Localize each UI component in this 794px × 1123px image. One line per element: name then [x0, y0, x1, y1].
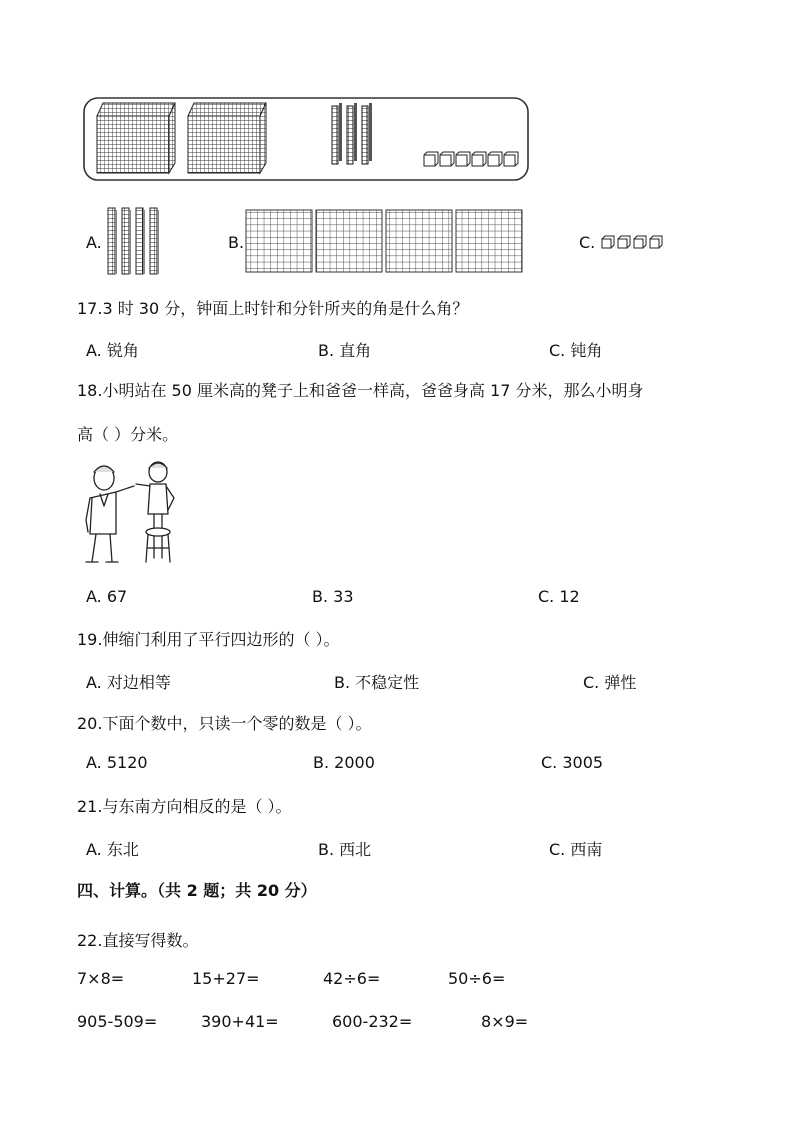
thousand-cube-1	[97, 103, 175, 173]
q19-option-b: B. 不稳定性	[334, 673, 420, 692]
q22-item-6: 390+41=	[201, 1012, 279, 1031]
section-4-title: 四、计算。（共 2 题；共 20 分）	[77, 881, 317, 900]
q17-question: 17.3 时 30 分，钟面上时针和分针所夹的角是什么角？	[77, 299, 469, 318]
q22-item-5: 905-509=	[77, 1012, 158, 1031]
q19-question: 19.伸缩门利用了平行四边形的（ ）。	[77, 630, 340, 649]
q18-option-b: B. 33	[312, 587, 354, 606]
thousand-cube-2	[188, 103, 266, 173]
q21-option-b: B. 西北	[318, 840, 372, 859]
q16-option-c-label: C.	[579, 233, 596, 252]
q19-option-a: A. 对边相等	[86, 673, 171, 692]
q17-option-c: C. 钝角	[549, 341, 603, 360]
q20-question: 20.下面个数中，只读一个零的数是（ ）。	[77, 714, 372, 733]
q19-option-c: C. 弹性	[583, 673, 637, 692]
q18-option-c: C. 12	[538, 587, 580, 606]
q22-question: 22.直接写得数。	[77, 931, 199, 950]
ten-rods	[332, 103, 372, 164]
q22-item-3: 42÷6=	[323, 969, 381, 988]
q21-option-c: C. 西南	[549, 840, 603, 859]
q16-blocks-figure	[0, 0, 794, 200]
q18-question-line1: 18.小明站在 50 厘米高的凳子上和爸爸一样高，爸爸身高 17 分米，那么小明身	[77, 381, 644, 400]
father-son-illustration	[76, 458, 196, 568]
q20-option-b: B. 2000	[313, 753, 375, 772]
q22-item-1: 7×8=	[77, 969, 125, 988]
q20-option-c: C. 3005	[541, 753, 604, 772]
q22-item-8: 8×9=	[481, 1012, 529, 1031]
q22-item-4: 50÷6=	[448, 969, 506, 988]
q16-option-b-label: B.	[228, 233, 245, 252]
q16-option-b-flats	[244, 206, 534, 276]
q18-question-line2: 高（ ）分米。	[77, 425, 179, 444]
q20-option-a: A. 5120	[86, 753, 148, 772]
q16-option-a-rods	[106, 206, 176, 276]
q21-question: 21.与东南方向相反的是（ ）。	[77, 797, 292, 816]
q21-option-a: A. 东北	[86, 840, 139, 859]
q17-option-b: B. 直角	[318, 341, 372, 360]
q17-option-a: A. 锐角	[86, 341, 139, 360]
q16-option-a-label: A.	[86, 233, 102, 252]
q18-option-a: A. 67	[86, 587, 128, 606]
q22-item-7: 600-232=	[332, 1012, 413, 1031]
unit-cubes	[424, 152, 518, 166]
q22-item-2: 15+27=	[192, 969, 260, 988]
q16-option-c-units	[600, 234, 680, 254]
